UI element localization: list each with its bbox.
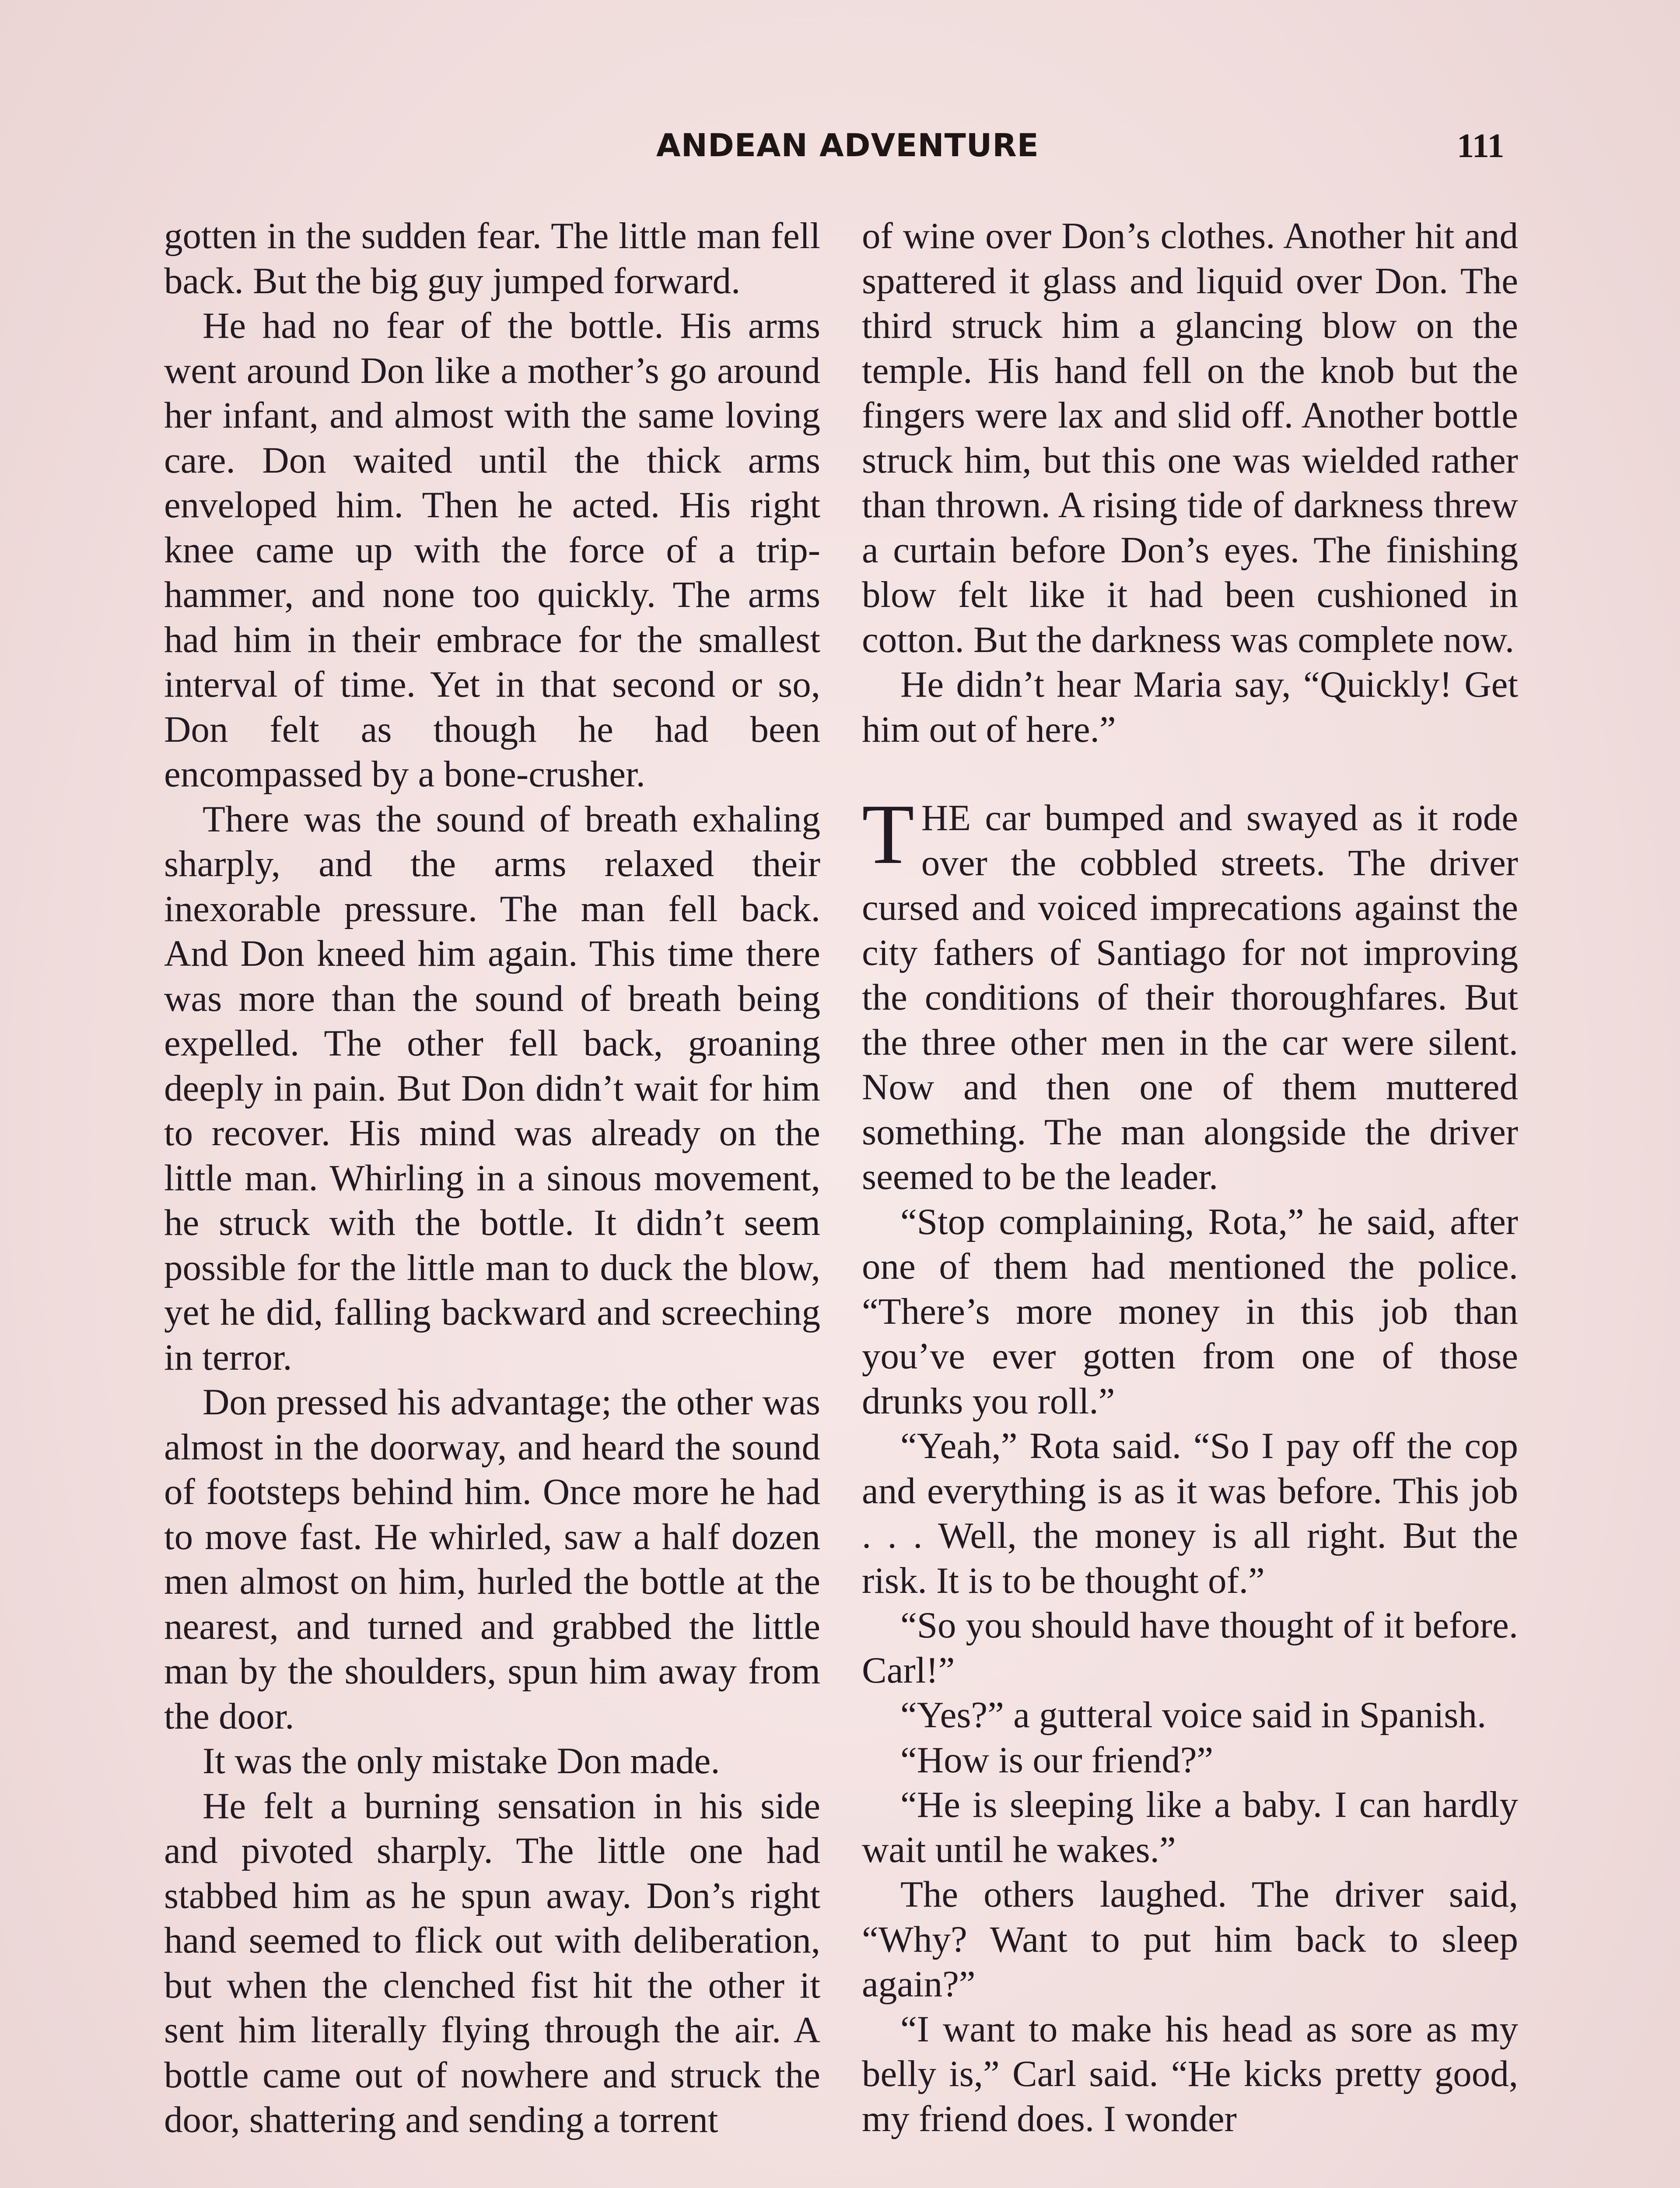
paragraph: Don pressed his advantage; the other was almost in the doorway, and heard the sound of footsteps behind him. Once more he had to move fast. He whirled, saw a half dozen men almost on him, hurled the bottle at the nearest, and turned and grabbed the little man by the shoulders, spun him away from the door.: [164, 1382, 820, 1737]
paragraph: “Yes?” a gutteral voice said in Spanish.: [900, 1694, 1487, 1736]
page-number: 111: [1457, 126, 1505, 165]
left-text-column: [164, 214, 820, 2142]
paragraph: “How is our friend?”: [900, 1739, 1214, 1781]
paragraph: gotten in the sudden fear. The little man fell back. But the big guy jumped forward.: [164, 215, 820, 302]
paragraph: “So you should have thought of it before. Carl!”: [862, 1605, 1518, 1691]
paragraph: There was the sound of breath exhaling sharply, and the arms relaxed their inexorable pressure. The man fell back. And Don kneed him again. This time there was more than the sound of breath being expelled. The other fell back, groaning deeply in pain. But Don didn’t wait for him to recover. His mind was already on the little man. Whirling in a sinous movement, he struck with the bottle. It didn’t seem possible for the little man to duck the blow, yet he did, falling backward and screeching in terror.: [164, 798, 820, 1378]
paragraph: “Stop complaining, Rota,” he said, after one of them had mentioned the police. “There’s more money in this job than you’ve ever gotten from one of those drunks you roll.”: [862, 1201, 1518, 1422]
running-header-title: ANDEAN ADVENTURE: [656, 127, 1039, 164]
paragraph: He felt a burning sensation in his side and pivoted sharply. The little one had stabbed him as he spun away. Don’s right hand seemed to flick out with deliberation, but when the clenched fist hit the other it sent him literally flying through the air. A bottle came out of nowhere and struck the door, shattering and sending a torrent: [164, 1785, 820, 2140]
paragraph: He didn’t hear Maria say, “Quickly! Get him out of here.”: [862, 664, 1518, 750]
drop-cap: T: [862, 787, 914, 882]
paragraph: of wine over Don’s clothes. Another hit and spattered it glass and liquid over Don. The third struck him a glancing blow on the temple. His hand fell on the knob but the fingers were lax and slid off. Another bottle struck him, but this one was wielded rather than thrown. A rising tide of darkness threw a curtain before Don’s eyes. The finishing blow felt like it had been cushioned in cotton. But the darkness was complete now.: [862, 215, 1518, 660]
paragraph: He had no fear of the bottle. His arms went around Don like a mother’s go around her infant, and almost with the same loving care. Don waited until the thick arms enveloped him. Then he acted. His right knee came up with the force of a trip-hammer, and none too quickly. The arms had him in their embrace for the smallest interval of time. Yet in that second or so, Don felt as though he had been encompassed by a bone-crusher.: [164, 305, 820, 795]
paragraph: “I want to make his head as sore as my belly is,” Carl said. “He kicks pretty good, my friend does. I wonder: [862, 2008, 1518, 2139]
section-opening-paragraph: [862, 787, 1518, 1199]
paragraph: It was the only mistake Don made.: [203, 1740, 720, 1781]
section-opening-text: HE car bumped and swayed as it rode over the cobbled streets. The driver cursed and voiced imprecations against the city fathers of Santiago for not improving the conditions of their thoroughfares. But the three other men in the car were silent. Now and then one of them muttered something. The man alongside the driver seemed to be the leader.: [862, 797, 1518, 1197]
paragraph: The others laughed. The driver said, “Why? Want to put him back to sleep again?”: [862, 1874, 1518, 2005]
paragraph: “Yeah,” Rota said. “So I pay off the cop and everything is as it was before. This job . . . Well, the money is all right. But the risk. It is to be thought of.”: [862, 1425, 1518, 1601]
right-text-column: [862, 214, 1518, 2141]
paragraph: “He is sleeping like a baby. I can hardly wait until he wakes.”: [862, 1784, 1518, 1870]
